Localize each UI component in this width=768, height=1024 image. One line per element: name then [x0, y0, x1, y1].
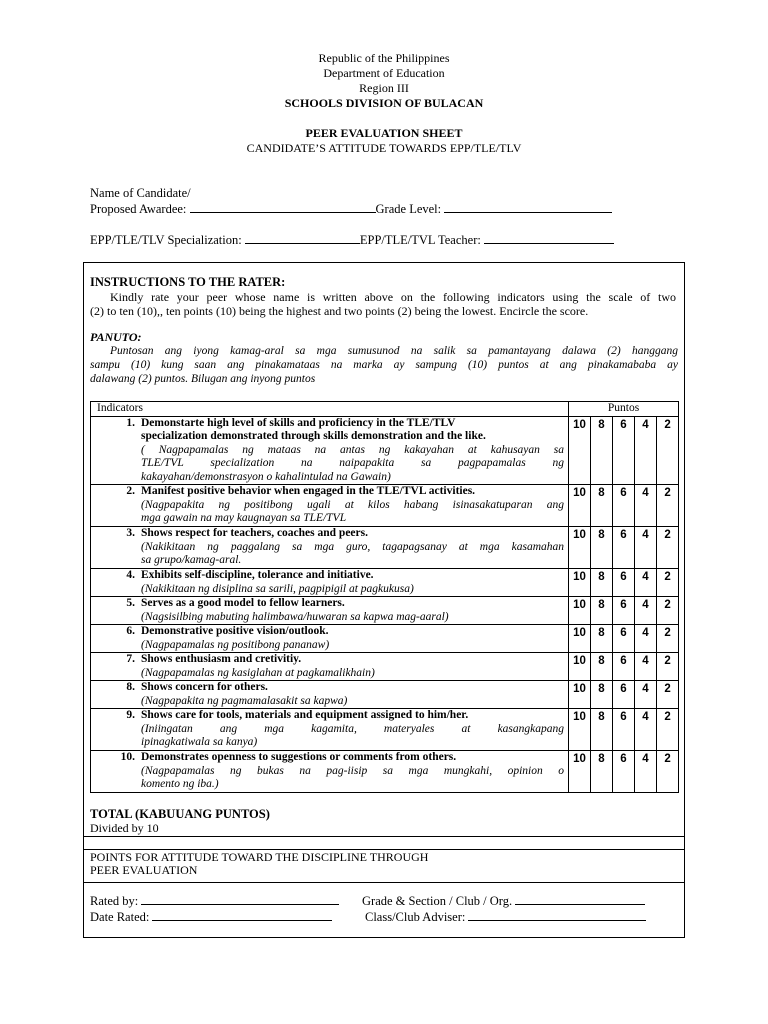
score-option-10[interactable]: 10: [569, 751, 591, 793]
instructions-line-1: Kindly rate your peer whose name is written above on the following indicators using the scale of two: [110, 290, 676, 304]
points-header: Puntos: [569, 402, 679, 417]
indicator-description: ipinagkatiwala sa kanya): [141, 736, 258, 748]
indicator-number: 7.: [126, 653, 135, 665]
panuto-line-1: Puntosan ang iyong kamag-aral sa mga sumusunod na salik sa pamantayang dalawa (2) hanggang: [110, 345, 678, 357]
score-option-6[interactable]: 6: [613, 569, 635, 597]
score-option-4[interactable]: 4: [635, 485, 657, 527]
points-line-1: POINTS FOR ATTITUDE TOWARD THE DISCIPLINE THROUGH: [90, 850, 429, 864]
indicator-description: kakayahan/demonstrasyon o kahalintulad na Gawain): [141, 470, 391, 483]
instructions-line-2: (2) to ten (10),, ten points (10) being the highest and two points (2) being the lowest. Encircle the score.: [90, 304, 589, 318]
score-option-2[interactable]: 2: [657, 527, 679, 569]
divided-label: Divided by 10: [90, 821, 159, 835]
score-option-10[interactable]: 10: [569, 597, 591, 625]
score-option-6[interactable]: 6: [613, 653, 635, 681]
score-option-8[interactable]: 8: [591, 653, 613, 681]
indicator-title: specialization demonstrated through skills demonstration and the like.: [141, 430, 486, 442]
table-row: [91, 653, 679, 681]
score-option-8[interactable]: 8: [591, 416, 613, 485]
header-republic: Republic of the Philippines: [318, 51, 450, 65]
indicator-title: Manifest positive behavior when engaged in the TLE/TVL activities.: [141, 485, 476, 497]
score-option-4[interactable]: 4: [635, 597, 657, 625]
indicator-cell: [91, 653, 569, 681]
indicator-description: (Nagpapamalas ng positibong pananaw): [141, 638, 330, 651]
score-option-2[interactable]: 2: [657, 597, 679, 625]
score-option-6[interactable]: 6: [613, 681, 635, 709]
indicator-title: Demonstrates openness to suggestions or comments from others.: [141, 751, 457, 763]
indicator-number: 2.: [126, 485, 135, 497]
score-option-6[interactable]: 6: [613, 527, 635, 569]
indicator-cell: [91, 569, 569, 597]
grade-level-field[interactable]: [444, 201, 612, 213]
indicator-title: Shows enthusiasm and cretivitiy.: [141, 653, 302, 665]
score-option-4[interactable]: 4: [635, 751, 657, 793]
score-option-4[interactable]: 4: [635, 569, 657, 597]
indicator-title: Serves as a good model to fellow learners.: [141, 597, 345, 609]
indicator-description: (Nagpapakita ng positibong ugali at kilos habang isinasakatuparan ang: [141, 498, 564, 511]
header-department: Department of Education: [323, 66, 445, 80]
indicator-cell: [91, 681, 569, 709]
indicator-description: (Nakikitaan ng disiplina sa sarili, pagpipigil at pagkukusa): [141, 582, 414, 595]
panuto-line-3: dalawang (2) puntos. Bilugan ang inyong puntos: [90, 373, 316, 385]
indicator-description: (Iniingatan ang mga kagamita, materyales at kasangkapang: [141, 722, 564, 735]
score-option-8[interactable]: 8: [591, 597, 613, 625]
instructions-heading: INSTRUCTIONS TO THE RATER:: [90, 275, 286, 289]
score-option-8[interactable]: 8: [591, 681, 613, 709]
points-line-2: PEER EVALUATION: [90, 863, 198, 877]
score-option-10[interactable]: 10: [569, 625, 591, 653]
name-label-2: Proposed Awardee:: [90, 202, 190, 216]
indicator-description: (Nagpapamalas ng bukas na pag-iisip sa mga mungkahi, opinion o: [141, 764, 564, 777]
score-option-8[interactable]: 8: [591, 709, 613, 751]
panuto-heading: PANUTO:: [90, 330, 142, 344]
indicator-title: Shows concern for others.: [141, 681, 268, 693]
indicators-table: [90, 401, 679, 793]
specialization-field[interactable]: [245, 232, 360, 244]
score-option-8[interactable]: 8: [591, 569, 613, 597]
name-row: [90, 201, 612, 217]
score-option-10[interactable]: 10: [569, 569, 591, 597]
date-rated-field[interactable]: [152, 909, 332, 921]
sheet-title: PEER EVALUATION SHEET: [305, 126, 463, 140]
teacher-label: EPP/TLE/TVL Teacher:: [359, 233, 484, 247]
date-rated-label: Date Rated:: [90, 910, 153, 924]
sheet-subtitle: CANDIDATE’S ATTITUDE TOWARDS EPP/TLE/TLV: [246, 141, 522, 155]
indicator-description: (Nakikitaan ng paggalang sa mga guro, tagapagsanay at mga kasamahan: [141, 540, 564, 553]
indicator-number: 6.: [126, 625, 135, 637]
indicator-cell: [91, 597, 569, 625]
score-option-8[interactable]: 8: [591, 751, 613, 793]
score-option-4[interactable]: 4: [635, 416, 657, 485]
score-option-10[interactable]: 10: [569, 653, 591, 681]
specialization-label: EPP/TLE/TLV Specialization:: [90, 233, 245, 247]
divider-total: [83, 836, 685, 837]
total-label: TOTAL (KABUUANG PUNTOS): [90, 807, 270, 821]
score-option-2[interactable]: 2: [657, 751, 679, 793]
rated-by-label: Rated by:: [90, 894, 142, 908]
indicator-description: ( Nagpapamalas ng mataas na antas ng kakayahan at kahusayan sa: [141, 443, 564, 456]
score-option-4[interactable]: 4: [635, 709, 657, 751]
indicator-title: Demonstarte high level of skills and proficiency in the TLE/TLV: [141, 416, 456, 429]
specialization-row: [90, 232, 614, 248]
indicator-description: (Nagpapakita ng pagmamalasakit sa kapwa): [141, 694, 348, 707]
score-option-10[interactable]: 10: [569, 709, 591, 751]
indicator-cell: [91, 625, 569, 653]
table-row: [91, 485, 679, 527]
indicator-description: mga gawain na may kaugnayan sa TLE/TVL: [141, 512, 347, 524]
score-option-10[interactable]: 10: [569, 527, 591, 569]
table-row: [91, 527, 679, 569]
adviser-field[interactable]: [468, 909, 646, 921]
score-option-8[interactable]: 8: [591, 625, 613, 653]
indicator-cell: [91, 416, 569, 485]
score-option-4[interactable]: 4: [635, 681, 657, 709]
score-option-6[interactable]: 6: [613, 751, 635, 793]
score-option-2[interactable]: 2: [657, 416, 679, 485]
indicator-cell: [91, 709, 569, 751]
indicator-description: (Nagsisilbing mabuting halimbawa/huwaran sa kapwa mag-aaral): [141, 610, 449, 623]
indicator-title: Exhibits self-discipline, tolerance and initiative.: [141, 569, 374, 581]
score-option-6[interactable]: 6: [613, 485, 635, 527]
score-option-4[interactable]: 4: [635, 625, 657, 653]
score-option-8[interactable]: 8: [591, 527, 613, 569]
indicator-number: 3.: [126, 527, 135, 539]
table-row: [91, 681, 679, 709]
score-option-4[interactable]: 4: [635, 653, 657, 681]
score-option-2[interactable]: 2: [657, 569, 679, 597]
indicator-number: 8.: [126, 681, 135, 693]
indicator-cell: [91, 527, 569, 569]
indicator-title: Demonstrative positive vision/outlook.: [141, 625, 329, 637]
score-option-4[interactable]: 4: [635, 527, 657, 569]
table-row: [91, 625, 679, 653]
score-option-8[interactable]: 8: [591, 485, 613, 527]
score-option-6[interactable]: 6: [613, 709, 635, 751]
score-option-2[interactable]: 2: [657, 681, 679, 709]
indicator-description: sa grupo/kamag-aral.: [141, 554, 242, 566]
indicator-number: 4.: [126, 569, 135, 581]
indicator-number: 9.: [126, 709, 135, 721]
adviser-row: [365, 909, 646, 925]
adviser-label: Class/Club Adviser:: [365, 910, 469, 924]
header-region: Region III: [359, 81, 409, 95]
score-option-2[interactable]: 2: [657, 709, 679, 751]
table-row: [91, 597, 679, 625]
grade-section-field[interactable]: [515, 893, 645, 905]
grade-level-label: Grade Level:: [375, 202, 445, 216]
table-row: [91, 751, 679, 793]
teacher-field[interactable]: [484, 232, 614, 244]
table-row: [91, 416, 679, 485]
indicator-number: 10.: [120, 751, 135, 763]
score-option-2[interactable]: 2: [657, 485, 679, 527]
indicator-description: (Nagpapamalas ng kasiglahan at pagkamalikhain): [141, 666, 375, 679]
score-option-10[interactable]: 10: [569, 416, 591, 485]
indicator-description: TLE/TVL specialization na naipapakita sa pagpapamalas ng: [141, 457, 564, 469]
rated-by-row: [90, 893, 339, 909]
table-row: [91, 569, 679, 597]
grade-section-label: Grade & Section / Club / Org.: [362, 894, 516, 908]
candidate-name-field[interactable]: [190, 201, 376, 213]
indicator-title: Shows care for tools, materials and equipment assigned to him/her.: [141, 709, 469, 721]
indicator-description: komento ng iba.): [141, 778, 219, 790]
panuto-line-2: sampu (10) kung saan ang pinakamataas na marka ay sampung (10) puntos at ang pinakamababa ay: [90, 359, 678, 371]
rated-by-field[interactable]: [141, 893, 339, 905]
date-rated-row: [90, 909, 332, 925]
header-division: SCHOOLS DIVISION OF BULACAN: [284, 96, 484, 110]
grade-section-row: [362, 893, 645, 909]
indicator-cell: [91, 485, 569, 527]
name-label-1: Name of Candidate/: [90, 186, 191, 200]
indicators-header: Indicators: [91, 402, 569, 417]
indicator-cell: [91, 751, 569, 793]
table-row: [91, 709, 679, 751]
score-option-10[interactable]: 10: [569, 681, 591, 709]
indicator-title: Shows respect for teachers, coaches and peers.: [141, 527, 368, 539]
score-option-6[interactable]: 6: [613, 625, 635, 653]
score-option-6[interactable]: 6: [613, 416, 635, 485]
indicator-number: 5.: [126, 597, 135, 609]
score-option-2[interactable]: 2: [657, 625, 679, 653]
score-option-6[interactable]: 6: [613, 597, 635, 625]
divider-points-bottom: [83, 882, 685, 883]
score-option-2[interactable]: 2: [657, 653, 679, 681]
score-option-10[interactable]: 10: [569, 485, 591, 527]
indicator-number: 1.: [126, 416, 135, 429]
